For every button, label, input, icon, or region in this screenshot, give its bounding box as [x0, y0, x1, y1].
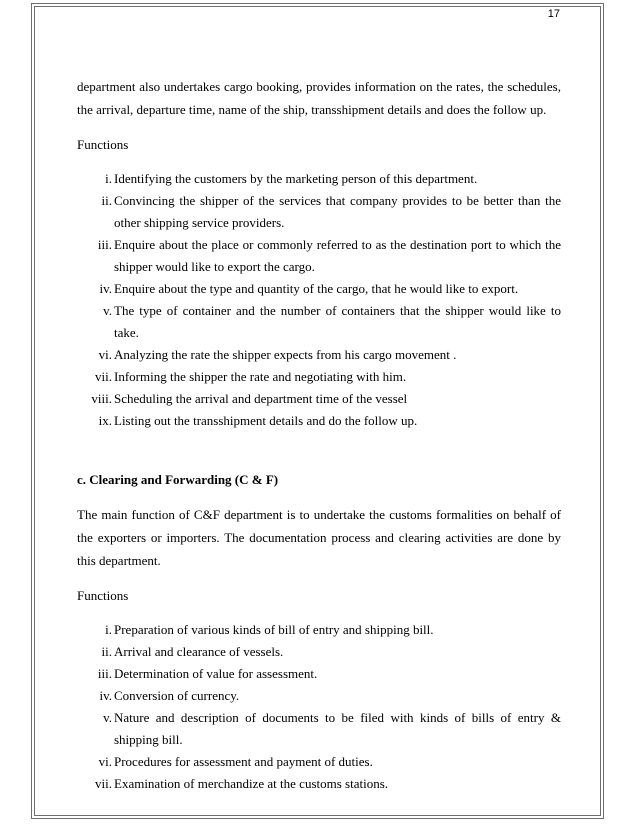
list-item-text: Identifying the customers by the marketing person of this department.	[114, 171, 478, 186]
list-item	[77, 663, 561, 685]
list-item	[77, 168, 561, 190]
page-number: 17	[547, 8, 560, 20]
list-item	[77, 300, 561, 344]
list-item-text: Convincing the shipper of the services that company provides to be better than the other shipping service providers.	[114, 193, 561, 230]
list-item	[77, 751, 561, 773]
list-item-number: iii.	[97, 666, 112, 681]
list-item	[77, 773, 561, 795]
section-title-clearing-forwarding: c. Clearing and Forwarding (C & F)	[77, 472, 279, 487]
list-item-text: Preparation of various kinds of bill of entry and shipping bill.	[114, 622, 434, 637]
intro-paragraph: department also undertakes cargo booking, provides information on the rates, the schedules, the arrival, departure time, name of the ship, transshipment details and does the follow up.	[77, 79, 561, 117]
clearing-forwarding-paragraph: The main function of C&F department is to undertake the customs formalities on behalf of the exporters or importers. The documentation process and clearing activities are done by this department.	[77, 507, 561, 568]
list-item-text: Enquire about the type and quantity of the cargo, that he would like to export.	[114, 281, 519, 296]
list-item	[77, 619, 561, 641]
list-item	[77, 190, 561, 234]
list-item-number: v.	[103, 710, 112, 725]
list-item-number: vi.	[98, 754, 112, 769]
list-item	[77, 278, 561, 300]
list-item-number: i.	[105, 622, 112, 637]
list-item-number: iii.	[97, 237, 112, 252]
list-item-text: Procedures for assessment and payment of duties.	[114, 754, 373, 769]
list-item-text: Listing out the transshipment details and do the follow up.	[114, 413, 418, 428]
document-body	[77, 75, 561, 795]
list-item	[77, 388, 561, 410]
list-item-number: iv.	[99, 688, 112, 703]
list-item	[77, 410, 561, 432]
list-item	[77, 685, 561, 707]
list-item	[77, 366, 561, 388]
functions-list-c	[77, 619, 561, 795]
list-item-number: vii.	[95, 776, 112, 791]
list-item-text: Nature and description of documents to be filed with kinds of bills of entry & shipping bill.	[114, 710, 561, 747]
list-item-number: iv.	[99, 281, 112, 296]
list-item-number: vii.	[95, 369, 112, 384]
list-item-text: The type of container and the number of containers that the shipper would like to take.	[114, 303, 561, 340]
list-item-number: ii.	[101, 644, 112, 659]
list-item	[77, 344, 561, 366]
list-item-number: i.	[105, 171, 112, 186]
list-item-number: ii.	[101, 193, 112, 208]
list-item-text: Arrival and clearance of vessels.	[114, 644, 284, 659]
functions-list-a	[77, 168, 561, 432]
list-item-text: Examination of merchandize at the customs stations.	[114, 776, 389, 791]
list-item-text: Enquire about the place or commonly referred to as the destination port to which the shipper would like to export the cargo.	[114, 237, 561, 274]
list-item-text: Analyzing the rate the shipper expects from his cargo movement .	[114, 347, 457, 362]
list-item-number: viii.	[91, 391, 112, 406]
list-item-text: Conversion of currency.	[114, 688, 240, 703]
list-item-number: v.	[103, 303, 112, 318]
list-item-text: Determination of value for assessment.	[114, 666, 318, 681]
list-item	[77, 234, 561, 278]
list-item	[77, 641, 561, 663]
list-item-text: Informing the shipper the rate and negotiating with him.	[114, 369, 407, 384]
functions-heading-a: Functions	[77, 137, 129, 152]
functions-heading-c: Functions	[77, 588, 129, 603]
list-item-text: Scheduling the arrival and department time of the vessel	[114, 391, 408, 406]
list-item	[77, 707, 561, 751]
list-item-number: ix.	[98, 413, 112, 428]
list-item-number: vi.	[98, 347, 112, 362]
